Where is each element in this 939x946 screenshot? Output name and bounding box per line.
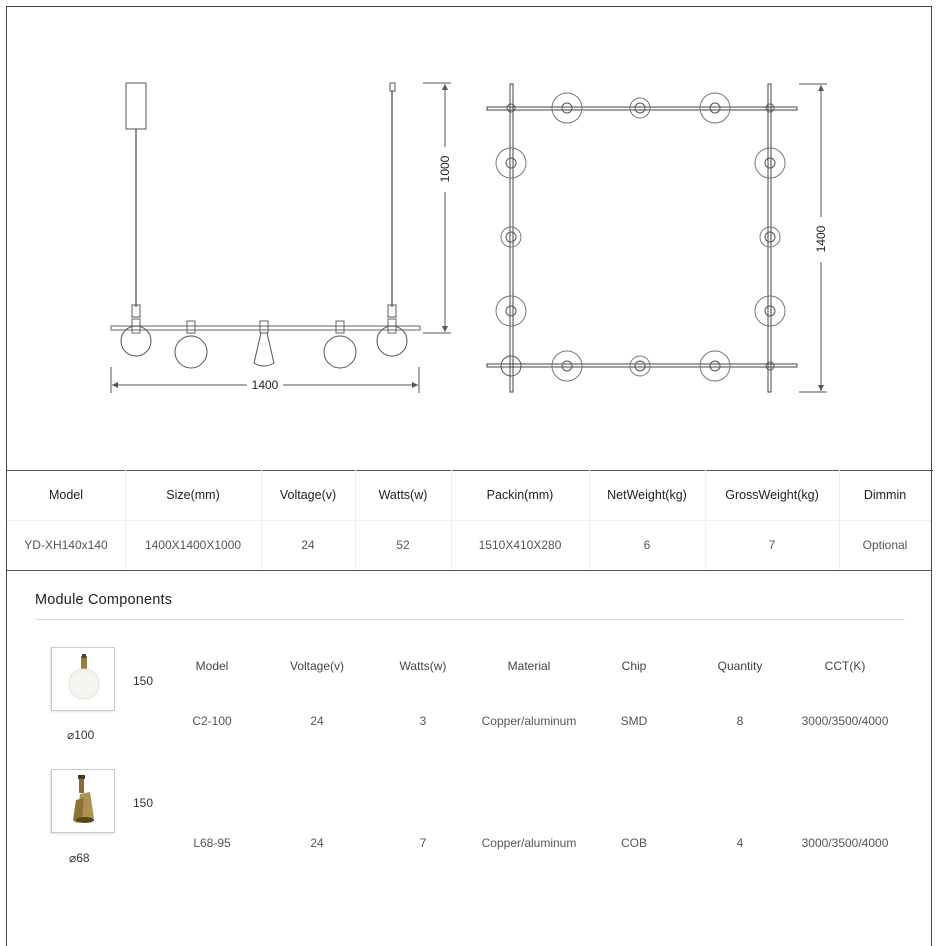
plan-left-bar — [510, 84, 513, 392]
module-1-voltage: 24 — [310, 714, 324, 728]
spec-header-dimming: Dimmin — [863, 488, 907, 502]
dimension-length-label: 1400 — [251, 378, 279, 392]
spec-value-packing: 1510X410X280 — [451, 520, 590, 570]
dimension-depth-label: 1400 — [814, 225, 828, 253]
spec-header-model: Model — [7, 470, 126, 520]
module-thumbnail-globe — [51, 647, 115, 711]
module-header-model: Model — [195, 659, 229, 673]
module-header-watts: Watts(w) — [399, 659, 447, 673]
module-2-material: Copper/aluminum — [481, 836, 577, 850]
module-header-material: Material — [507, 659, 551, 673]
spec-value-dimming: Optional — [862, 538, 908, 552]
globe-lamp-icon — [52, 648, 116, 712]
module-2-height-label: 150 — [133, 796, 154, 810]
module-1-watts: 3 — [419, 714, 427, 728]
module-thumbnail-cone — [51, 769, 115, 833]
spec-header-watts: Watts(w) — [355, 470, 452, 520]
spec-sheet-frame — [6, 6, 932, 946]
spec-value-size: 1400X1400X1000 — [125, 520, 262, 570]
plan-bottom-bar — [487, 364, 797, 367]
plan-top-bar — [487, 107, 797, 110]
module-header-cct: CCT(K) — [824, 659, 866, 673]
spec-value-model: YD-XH140x140 — [7, 520, 126, 570]
module-2-cct: 3000/3500/4000 — [801, 836, 889, 850]
module-1-quantity: 8 — [736, 714, 744, 728]
module-1-chip: SMD — [620, 714, 648, 728]
technical-drawing — [7, 7, 933, 471]
dimension-height-label: 1000 — [438, 155, 452, 183]
plan-right-bar — [768, 84, 771, 392]
module-2-diameter-label: ⌀68 — [69, 851, 90, 865]
module-1-model: C2-100 — [192, 714, 232, 728]
module-2-quantity: 4 — [736, 836, 744, 850]
spec-header-net-weight: NetWeight(kg) — [589, 470, 706, 520]
spec-value-watts: 52 — [355, 520, 452, 570]
module-1-diameter-label: ⌀100 — [67, 728, 95, 742]
spec-value-gross-weight: 7 — [705, 520, 840, 570]
module-2-voltage: 24 — [310, 836, 324, 850]
cone-front — [254, 333, 274, 366]
module-1-height-label: 150 — [133, 674, 154, 688]
light-bar — [111, 326, 420, 330]
spec-header-packing: Packin(mm) — [451, 470, 590, 520]
ceiling-canopy-left — [126, 83, 146, 129]
spec-value-row — [7, 520, 931, 570]
module-2-model: L68-95 — [193, 836, 231, 850]
module-title-divider — [35, 619, 905, 620]
module-components-title: Module Components — [35, 592, 173, 608]
module-1-cct: 3000/3500/4000 — [801, 714, 889, 728]
spec-value-voltage: 24 — [261, 520, 356, 570]
globe-front-2 — [175, 336, 207, 368]
module-1-material: Copper/aluminum — [481, 714, 577, 728]
spec-header-size: Size(mm) — [125, 470, 262, 520]
cone-spotlight-icon — [52, 770, 116, 834]
drawing-svg — [7, 7, 933, 470]
spec-header-voltage: Voltage(v) — [261, 470, 356, 520]
module-2-chip: COB — [620, 836, 647, 850]
module-header-quantity: Quantity — [717, 659, 763, 673]
module-header-chip: Chip — [621, 659, 647, 673]
spec-value-net-weight: 6 — [589, 520, 706, 570]
module-header-voltage: Voltage(v) — [289, 659, 345, 673]
globe-front-3 — [324, 336, 356, 368]
spec-table — [7, 470, 931, 571]
spec-header-gross-weight: GrossWeight(kg) — [705, 470, 840, 520]
ceiling-canopy-right — [390, 83, 395, 91]
module-2-watts: 7 — [419, 836, 427, 850]
spec-header-row — [7, 470, 931, 521]
plan-corner-globe — [501, 356, 521, 376]
